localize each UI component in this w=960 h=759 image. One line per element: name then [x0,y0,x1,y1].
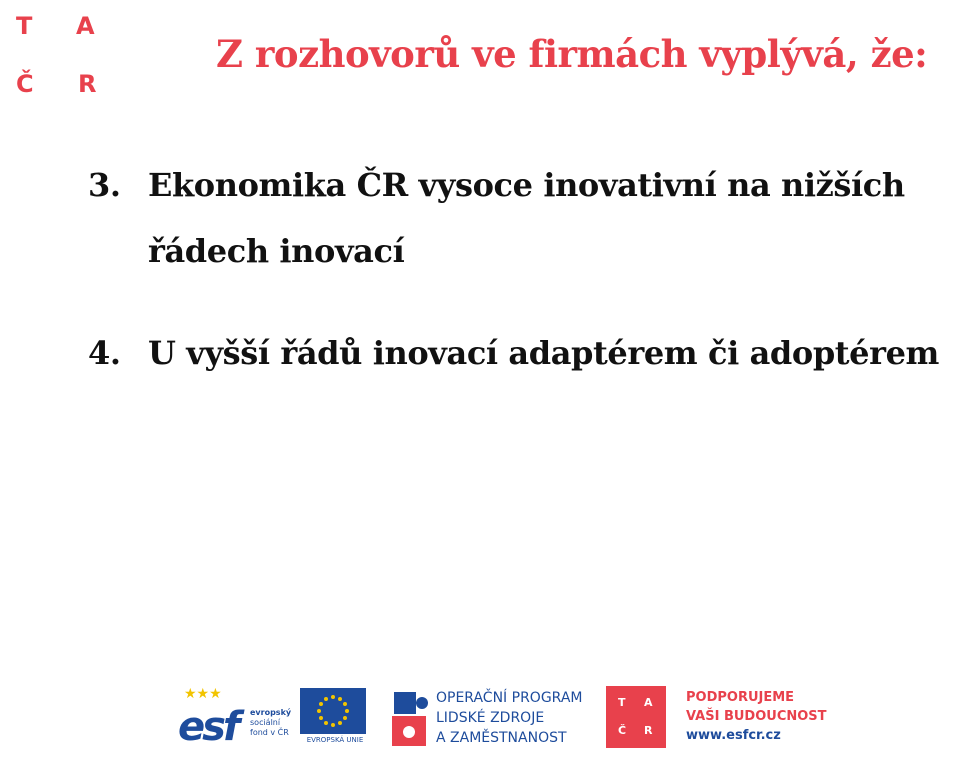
logo-letter-c: Č [16,70,34,98]
list-text: Ekonomika ČR vysoce inovativní na nižších [148,166,905,204]
op-text: OPERAČNÍ PROGRAM LIDSKÉ ZDROJE A ZAMĚSTNANOST [436,690,583,746]
tacr-small-logo: T A Č R [606,686,666,748]
footer-logos [0,680,960,759]
list-item-4 [88,334,939,372]
esf-wordmark: esf [178,704,238,750]
tacr-logo [14,10,104,102]
eu-label: EVROPSKÁ UNIE [306,736,364,744]
slide-title: Z rozhovorů ve firmách vyplývá, že: [216,32,928,76]
list-number: 4. [88,334,121,372]
esf-url-link[interactable]: www.esfcr.cz [686,728,781,743]
stars-icon: ★★★ [184,686,222,702]
support-text: PODPORUJEME VAŠI BUDOUCNOST www.esfcr.cz [686,690,827,743]
list-item-3 [88,166,905,204]
eu-flag-icon [300,688,366,734]
list-number: 3. [88,166,121,204]
logo-letter-r: R [78,70,97,98]
esf-text: evropský sociální fond v ČR [250,708,292,737]
logo-letter-a: A [76,12,95,40]
op-puzzle-icon [390,688,434,748]
list-text: U vyšší řádů inovací adaptérem či adoptérem [148,334,940,372]
logo-letter-t: T [16,12,33,40]
esf-logo [178,686,294,750]
list-item-3-continuation: řádech inovací [148,232,405,270]
